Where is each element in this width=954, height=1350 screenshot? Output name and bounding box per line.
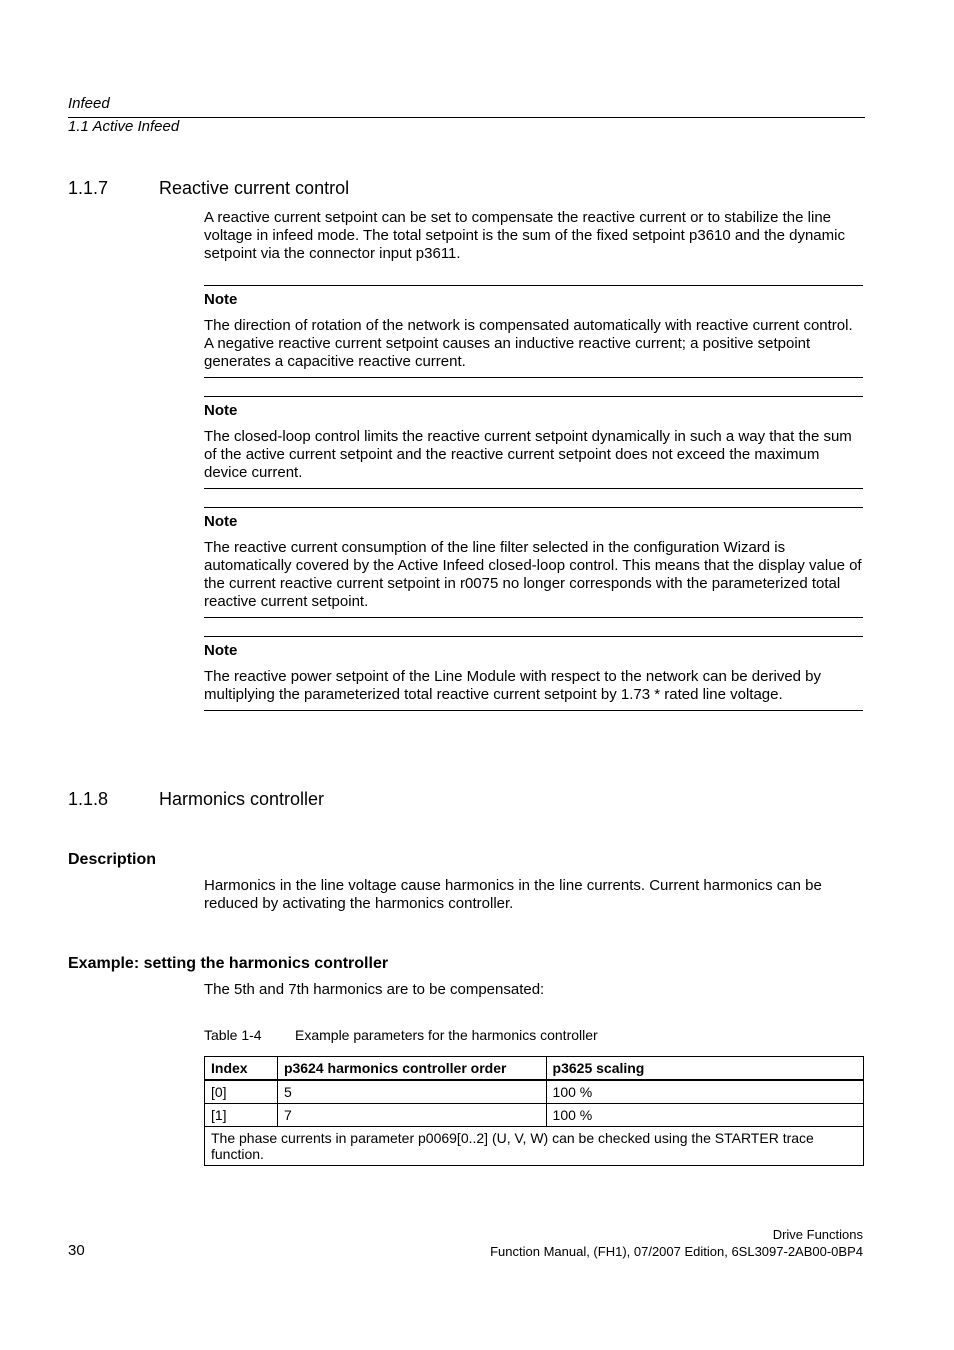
- section-title: Reactive current control: [159, 178, 350, 198]
- table-caption: [204, 1027, 864, 1045]
- header-section: 1.1 Active Infeed: [68, 118, 180, 135]
- table-cell: [1]: [205, 1104, 278, 1127]
- section-intro: A reactive current setpoint can be set to compensate the reactive current or to stabilize the line voltage in infeed mode. The total setpoint is the sum of the fixed setpoint p3610 and the dynamic setpoint via the connector input p3611.: [204, 209, 845, 262]
- note-box: [204, 507, 863, 618]
- footer-manual: Function Manual, (FH1), 07/2007 Edition, 6SL3097-2AB00-0BP4: [490, 1244, 863, 1259]
- note-title: Note: [204, 402, 238, 419]
- table-cell: 5: [277, 1080, 546, 1104]
- section-heading-1-1-7: [68, 178, 468, 200]
- table-row: [205, 1104, 864, 1127]
- note-title: Note: [204, 291, 238, 308]
- note-box: [204, 636, 863, 711]
- note-text: The reactive power setpoint of the Line Module with respect to the network can be derived by multiplying the parameterized total reactive current setpoint by 1.73 * rated line voltage.: [204, 668, 822, 703]
- harmonics-parameter-table: [204, 1056, 864, 1166]
- section-title: Harmonics controller: [159, 789, 325, 809]
- section-number: 1.1.7: [68, 178, 109, 198]
- column-header-scaling: p3625 scaling: [546, 1057, 863, 1081]
- description-text: Harmonics in the line voltage cause harmonics in the line currents. Current harmonics can be reduced by activating the harmonics controller.: [204, 877, 822, 912]
- header-rule: [68, 117, 865, 118]
- example-heading: Example: setting the harmonics controller: [68, 955, 389, 972]
- page-number: 30: [68, 1242, 85, 1259]
- table-footnote-row: [205, 1127, 864, 1166]
- table-cell: 7: [277, 1104, 546, 1127]
- section-number: 1.1.8: [68, 789, 109, 809]
- table-caption-text: Example parameters for the harmonics controller: [295, 1027, 598, 1043]
- note-text: The reactive current consumption of the line filter selected in the configuration Wizard is automatically covered by the Active Infeed closed-loop control. This means that the display value of the current reactive current setpoint in r0075 no longer corresponds with the parameterized total reactive current setpoint.: [204, 539, 862, 610]
- header-chapter: Infeed: [68, 95, 110, 112]
- note-text: The direction of rotation of the network is compensated automatically with reactive current control. A negative reactive current setpoint causes an inductive reactive current; a positive setpoint generates a capacitive reactive current.: [204, 317, 853, 370]
- note-text: The closed-loop control limits the reactive current setpoint dynamically in such a way that the sum of the active current setpoint and the reactive current setpoint does not exceed the maximum device current.: [204, 428, 852, 481]
- note-title: Note: [204, 642, 238, 659]
- column-header-index: Index: [205, 1057, 278, 1081]
- section-heading-1-1-8: [68, 789, 468, 811]
- table-cell: 100 %: [546, 1080, 863, 1104]
- note-box: [204, 285, 863, 378]
- table-cell: [0]: [205, 1080, 278, 1104]
- description-heading: Description: [68, 851, 157, 868]
- table-footnote: The phase currents in parameter p0069[0..2] (U, V, W) can be checked using the STARTER trace function.: [205, 1127, 864, 1166]
- column-header-order: p3624 harmonics controller order: [277, 1057, 546, 1081]
- table-header-row: [205, 1057, 864, 1081]
- table-cell: 100 %: [546, 1104, 863, 1127]
- example-text: The 5th and 7th harmonics are to be compensated:: [204, 981, 545, 998]
- note-title: Note: [204, 513, 238, 530]
- note-box: [204, 396, 863, 489]
- footer-title: Drive Functions: [772, 1227, 863, 1242]
- table-row: [205, 1080, 864, 1104]
- table-caption-label: Table 1-4: [204, 1027, 262, 1043]
